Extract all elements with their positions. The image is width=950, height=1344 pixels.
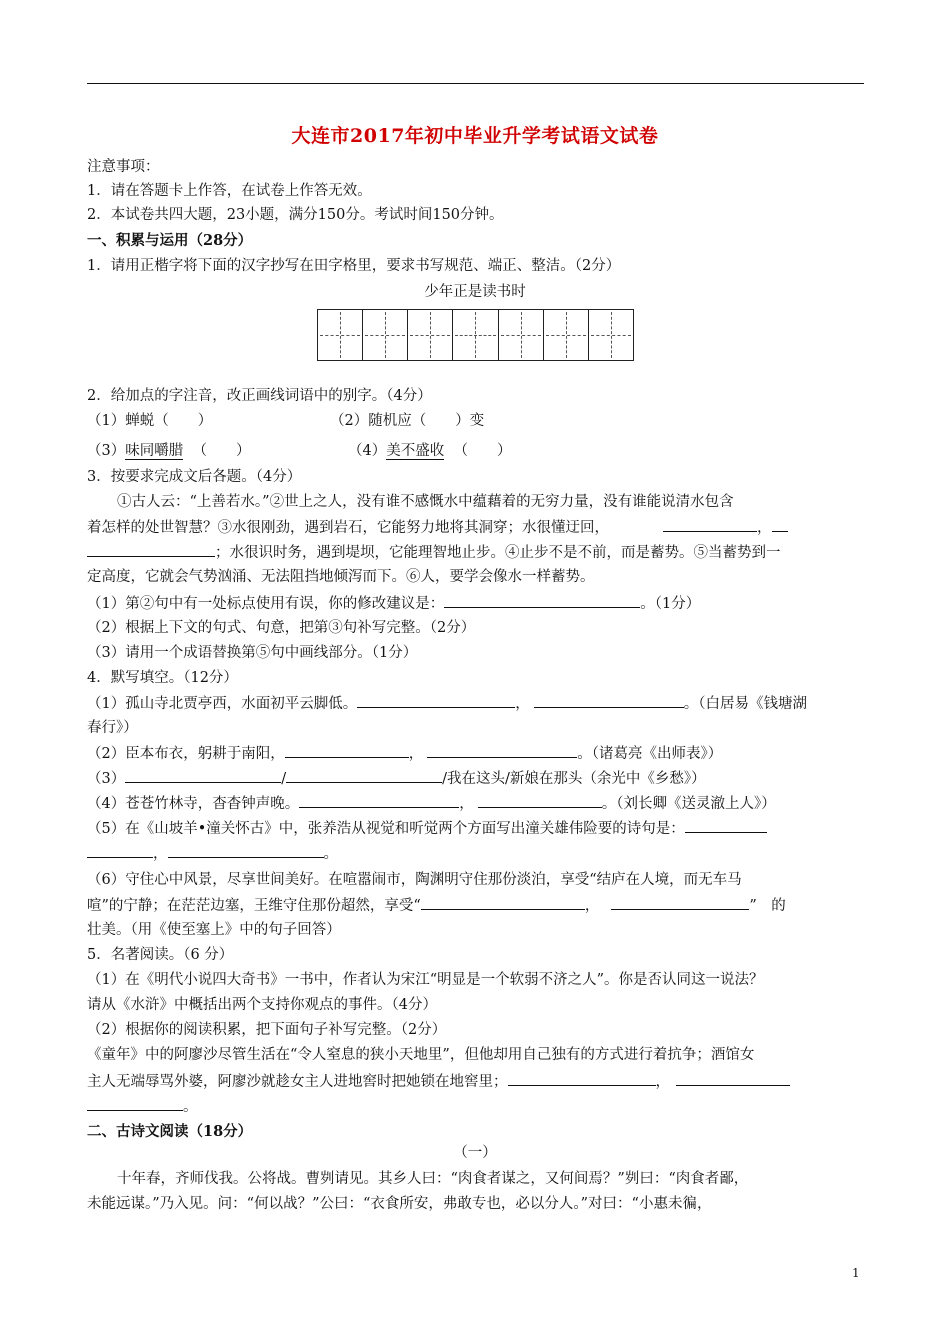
answer-blank[interactable] xyxy=(478,793,602,808)
q4-a2: （2）臣本布衣，躬耕于南阳， ， 。（诸葛亮《出师表》） xyxy=(87,743,722,764)
answer-blank[interactable] xyxy=(676,1071,790,1086)
q4-a6-line3: 壮美。（用《使至塞上》中的句子回答） xyxy=(87,922,341,938)
q4-a5-text: （5）在《山坡羊•潼关怀古》中，张养浩从视觉和听觉两个方面写出潼关雄伟险要的诗句是： xyxy=(87,821,685,837)
grid-cell[interactable] xyxy=(318,310,363,360)
grid-cell[interactable] xyxy=(589,310,633,360)
answer-blank[interactable] xyxy=(508,1071,656,1086)
q4-a2-source: 。（诸葛亮《出师表》） xyxy=(577,746,723,762)
q2-a1: （1）蝉蜕（ ） xyxy=(87,413,213,429)
notes-heading: 注意事项： xyxy=(87,159,160,175)
q5-sub2: （2）根据你的阅读积累，把下面句子补写完整。（2分） xyxy=(87,1022,447,1038)
q1-phrase: 少年正是读书时 xyxy=(424,284,526,300)
q3-para-line2-tail: ， xyxy=(757,520,772,536)
answer-blank[interactable] xyxy=(87,542,215,557)
q4-a4: （4）苍苍竹林寺，杳杳钟声晚。 ， 。（刘长卿《送灵澈上人》） xyxy=(87,793,776,814)
grid-cell[interactable] xyxy=(544,310,589,360)
answer-blank[interactable] xyxy=(168,843,324,858)
answer-blank[interactable] xyxy=(663,517,757,532)
q4-a3-text: （3） xyxy=(87,771,126,787)
answer-blank[interactable] xyxy=(286,768,442,783)
note-2: 2．本试卷共四大题，23小题，满分150分。考试时间150分钟。 xyxy=(87,207,504,223)
grid-cell[interactable] xyxy=(453,310,498,360)
note-1: 1．请在答题卡上作答，在试卷上作答无效。 xyxy=(87,183,372,199)
q3-para-line3 xyxy=(87,542,781,563)
q4-a5 xyxy=(87,818,767,839)
q2-a3 xyxy=(87,441,250,461)
q5-sub1-line1: （1）在《明代小说四大奇书》一书中，作者认为宋江“明显是一个软弱不济之人”。你是否认同这一说法？ xyxy=(87,972,764,988)
q4-a1-cont: 春行》） xyxy=(87,720,138,736)
q4-a3: （3） / /我在这头/新娘在那头（余光中《乡愁》） xyxy=(87,768,706,789)
answer-blank[interactable] xyxy=(125,768,281,783)
grid-cell[interactable] xyxy=(408,310,453,360)
q5-sub1-line2: 请从《水浒》中概括出两个支持你观点的事件。（4分） xyxy=(87,997,437,1013)
answer-blank[interactable] xyxy=(421,895,585,910)
q3-sub1-points: 。（1分） xyxy=(640,596,701,612)
answer-blank[interactable] xyxy=(772,517,788,532)
q2-a3-word: 味同嚼腊 xyxy=(125,443,184,459)
q4-a5-cont: ， 。 xyxy=(87,843,338,864)
top-rule xyxy=(87,83,864,84)
q4-a6-line2: 喧”的宁静；在茫茫边塞，王维守住那份超然，享受“ ， ” 的 xyxy=(87,895,786,916)
q2-a4 xyxy=(348,441,511,461)
q4-a1: （1）孤山寺北贾亭西，水面初平云脚低。 ， 。（白居易《钱塘湖 xyxy=(87,693,807,714)
q1-text: 1．请用正楷字将下面的汉字抄写在田字格里，要求书写规范、端正、整洁。（2分） xyxy=(87,258,621,274)
answer-blank[interactable] xyxy=(87,843,153,858)
answer-blank[interactable] xyxy=(534,693,684,708)
q3-para-line1: ①古人云：“上善若水。”②世上之人，没有谁不感慨水中蕴藉着的无穷力量，没有谁能说清水包含 xyxy=(117,494,734,510)
answer-blank[interactable] xyxy=(427,743,577,758)
answer-blank[interactable] xyxy=(611,895,749,910)
q4-a6-line2-text: 喧”的宁静；在茫茫边塞，王维守住那份超然，享受“ xyxy=(87,898,421,914)
q4-a4-text: （4）苍苍竹林寺，杳杳钟声晚。 xyxy=(87,796,300,812)
q5-para-line2: 主人无端辱骂外婆，阿廖沙就趁女主人进地窖时把她锁在地窖里； ， xyxy=(87,1071,790,1092)
q2-a4-word: 美不盛收 xyxy=(386,443,445,459)
q3-para-line2 xyxy=(87,517,788,538)
q2-a3-suffix: （ ） xyxy=(192,443,251,459)
q4-a6-line2-end: ” 的 xyxy=(749,898,786,914)
q3-text: 3．按要求完成文后各题。（4分） xyxy=(87,469,302,485)
grid-cell[interactable] xyxy=(363,310,408,360)
grid-cell[interactable] xyxy=(499,310,544,360)
exam-title: 大连市2017年初中毕业升学考试语文试卷 xyxy=(291,125,659,147)
q4-a3-source: /我在这头/新娘在那头（余光中《乡愁》） xyxy=(442,771,706,787)
answer-blank[interactable] xyxy=(444,593,640,608)
q5-para-line3: 。 xyxy=(87,1096,198,1117)
q4-a1-text: （1）孤山寺北贾亭西，水面初平云脚低。 xyxy=(87,696,358,712)
answer-blank[interactable] xyxy=(285,743,409,758)
q3-sub1 xyxy=(87,593,700,614)
q5-para-line2-text: 主人无端辱骂外婆，阿廖沙就趁女主人进地窖时把她锁在地窖里； xyxy=(87,1074,508,1090)
q3-para-line4: 定高度，它就会气势汹涌、无法阻挡地倾泻而下。⑥人，要学会像水一样蓄势。 xyxy=(87,569,595,585)
q4-text: 4．默写填空。（12分） xyxy=(87,670,238,686)
section2-subheading: （一） xyxy=(453,1145,497,1161)
section2-heading: 二、古诗文阅读（18分） xyxy=(87,1123,253,1140)
q3-para-line2-text: 着怎样的处世智慧？③水很刚劲，遇到岩石，它能努力地将其洞穿；水很懂迂回， xyxy=(87,520,609,536)
answer-blank[interactable] xyxy=(87,1096,183,1111)
q3-sub2: （2）根据上下文的句式、句意，把第③句补写完整。（2分） xyxy=(87,620,476,636)
q2-a4-prefix: （4） xyxy=(348,443,387,459)
page-number: 1 xyxy=(852,1266,860,1280)
section2-para-line1: 十年春，齐师伐我。公将战。曹刿请见。其乡人曰：“肉食者谋之，又何间焉？”刿曰：“肉食者鄙， xyxy=(117,1171,749,1187)
answer-blank[interactable] xyxy=(357,693,515,708)
q2-a3-prefix: （3） xyxy=(87,443,126,459)
q4-a1-source: 。（白居易《钱塘湖 xyxy=(683,696,807,712)
section1-heading: 一、积累与运用（28分） xyxy=(87,232,253,249)
tianzige-grid[interactable] xyxy=(317,309,634,361)
q3-para-line3-text: ；水很识时务，遇到堤坝，它能理智地止步。④止步不是不前，而是蓄势。⑤当蓄势到一 xyxy=(215,545,781,561)
section2-para-line2: 未能远谋。”乃入见。问：“何以战？”公曰：“衣食所安，弗敢专也，必以分人。”对曰：“小惠未徧， xyxy=(87,1196,712,1212)
q4-a6-line1: （6）守住心中风景，尽享世间美好。在喧嚣闹市，陶渊明守住那份淡泊，享受“结庐在人境，而无车马 xyxy=(87,872,742,888)
q2-text: 2．给加点的字注音，改正画线词语中的别字。（4分） xyxy=(87,388,432,404)
q5-text: 5．名著阅读。（6 分） xyxy=(87,947,234,963)
answer-blank[interactable] xyxy=(685,818,767,833)
answer-blank[interactable] xyxy=(299,793,459,808)
q2-a4-suffix: （ ） xyxy=(453,443,512,459)
q4-a4-source: 。（刘长卿《送灵澈上人》） xyxy=(601,796,776,812)
q3-sub1-text: （1）第②句中有一处标点使用有误，你的修改建议是： xyxy=(87,596,445,612)
q3-sub3: （3）请用一个成语替换第⑤句中画线部分。（1分） xyxy=(87,645,418,661)
q4-a2-text: （2）臣本布衣，躬耕于南阳， xyxy=(87,746,285,762)
q2-a2: （2）随机应（ ）变 xyxy=(330,413,485,429)
q5-para-line1: 《童年》中的阿廖沙尽管生活在“令人窒息的狭小天地里”，但他却用自己独有的方式进行着抗争；酒馆女 xyxy=(87,1047,755,1063)
